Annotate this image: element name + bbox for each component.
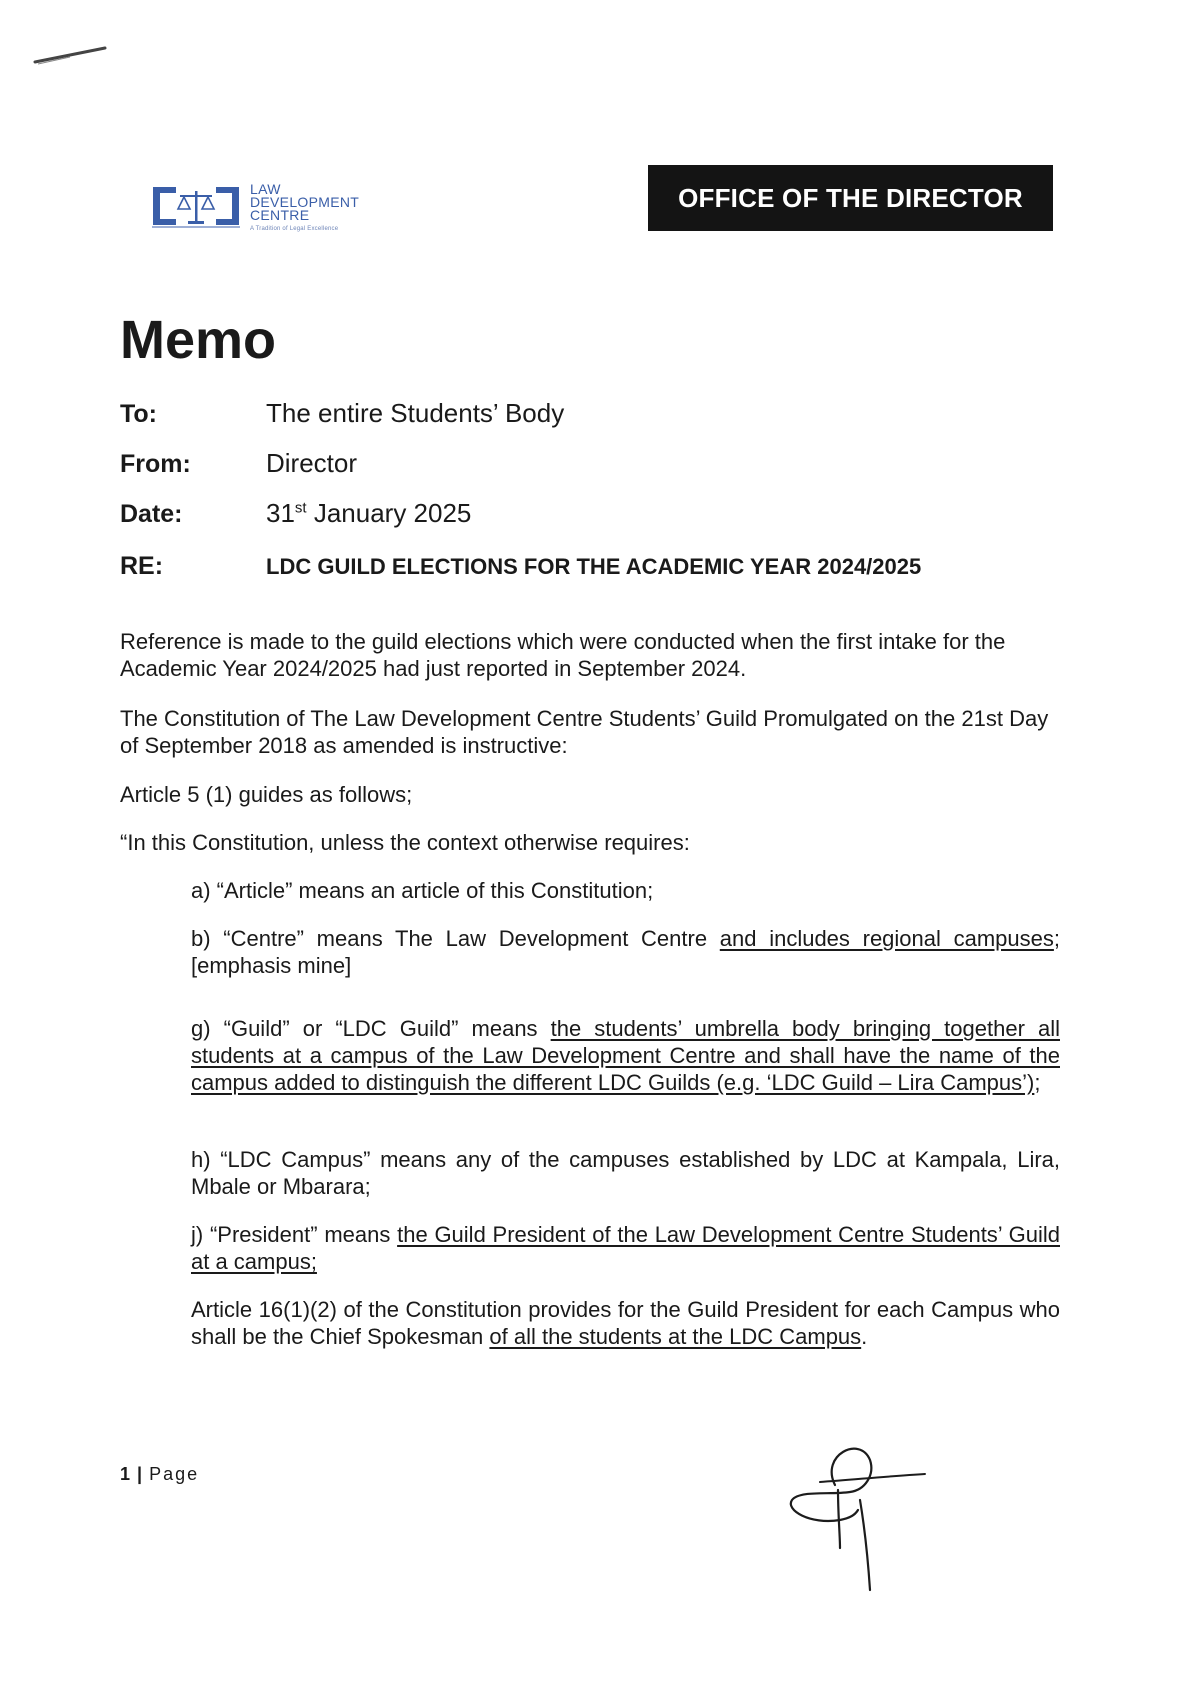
definition-b-emphasis: and includes regional campuses: [719, 926, 1054, 951]
date-suffix: st: [294, 499, 307, 517]
article-16-emphasis: of all the students at the LDC Campus: [489, 1324, 862, 1349]
definition-g-tail: ;: [1034, 1070, 1041, 1095]
date-rest: January 2025: [306, 498, 472, 528]
date-label: Date:: [120, 500, 183, 528]
definition-h: h) “LDC Campus” means any of the campuses established by LDC at Kampala, Lira, Mbale or Mbarara;: [191, 1147, 1060, 1199]
paragraph-definitions-intro: “In this Constitution, unless the context otherwise requires:: [120, 830, 690, 855]
to-label: To:: [120, 400, 158, 428]
re-row: [120, 552, 921, 581]
page-label: Page: [149, 1464, 200, 1484]
from-value: Director: [266, 448, 358, 478]
scan-mark: [30, 40, 110, 70]
logo-tagline: A Tradition of Legal Excellence: [250, 226, 339, 232]
definition-j-emphasis: the Guild President of the Law Development Centre Students’ Guild at a campus;: [191, 1222, 1060, 1274]
definition-b: [191, 925, 1060, 979]
definition-b-text: b) “Centre” means The Law Development Centre: [191, 926, 720, 951]
logo-line-2: DEVELOPMENT: [250, 194, 360, 210]
page-footer: [120, 1464, 199, 1485]
page-number: 1: [120, 1464, 131, 1484]
definition-j: [191, 1221, 1060, 1275]
scales-of-justice-icon: [150, 183, 242, 229]
paragraph-article-5: Article 5 (1) guides as follows;: [120, 782, 413, 807]
logo-line-1: LAW: [250, 181, 281, 197]
definition-g-text: g) “Guild” or “LDC Guild” means: [191, 1016, 551, 1041]
ldc-logo: [150, 183, 359, 234]
definition-a: a) “Article” means an article of this Constitution;: [191, 878, 654, 903]
re-label: RE:: [120, 552, 164, 580]
paragraph-article-16: [191, 1296, 1060, 1350]
office-banner: OFFICE OF THE DIRECTOR: [648, 165, 1053, 231]
director-signature: [780, 1430, 930, 1595]
date-day: 31: [266, 498, 295, 528]
date-row: [120, 498, 471, 529]
from-row: [120, 448, 357, 479]
definition-j-text: j) “President” means: [191, 1222, 398, 1247]
definition-b-tail: ;[emphasis mine]: [191, 926, 1061, 978]
memo-title: Memo: [120, 310, 277, 370]
article-16-tail: .: [861, 1324, 868, 1349]
definition-g: [191, 1015, 1060, 1096]
definition-g-emphasis: the students’ umbrella body bringing together all students at a campus of the Law Development Centre and shall have the name of the campus added to distinguish the different LDC Guilds (e.g. ‘LDC Guild – Lira Campus’): [191, 1016, 1060, 1095]
article-16-text: Article 16(1)(2) of the Constitution provides for the Guild President for each Campus who shall be the Chief Spokesman: [191, 1297, 1060, 1349]
to-row: [120, 398, 564, 429]
logo-text: [250, 183, 359, 234]
paragraph-reference: Reference is made to the guild elections which were conducted when the first intake for the Academic Year 2024/2025 had just reported in September 2024.: [120, 629, 1006, 681]
paragraph-constitution: The Constitution of The Law Development Centre Students’ Guild Promulgated on the 21st Day of September 2018 as amended is instructive:: [120, 706, 1049, 758]
date-value: [266, 498, 471, 529]
from-label: From:: [120, 450, 191, 478]
logo-line-3: CENTRE: [250, 207, 310, 223]
re-value: LDC GUILD ELECTIONS FOR THE ACADEMIC YEAR 2024/2025: [266, 554, 922, 579]
to-value: The entire Students’ Body: [266, 398, 565, 428]
page-separator: |: [137, 1464, 143, 1484]
